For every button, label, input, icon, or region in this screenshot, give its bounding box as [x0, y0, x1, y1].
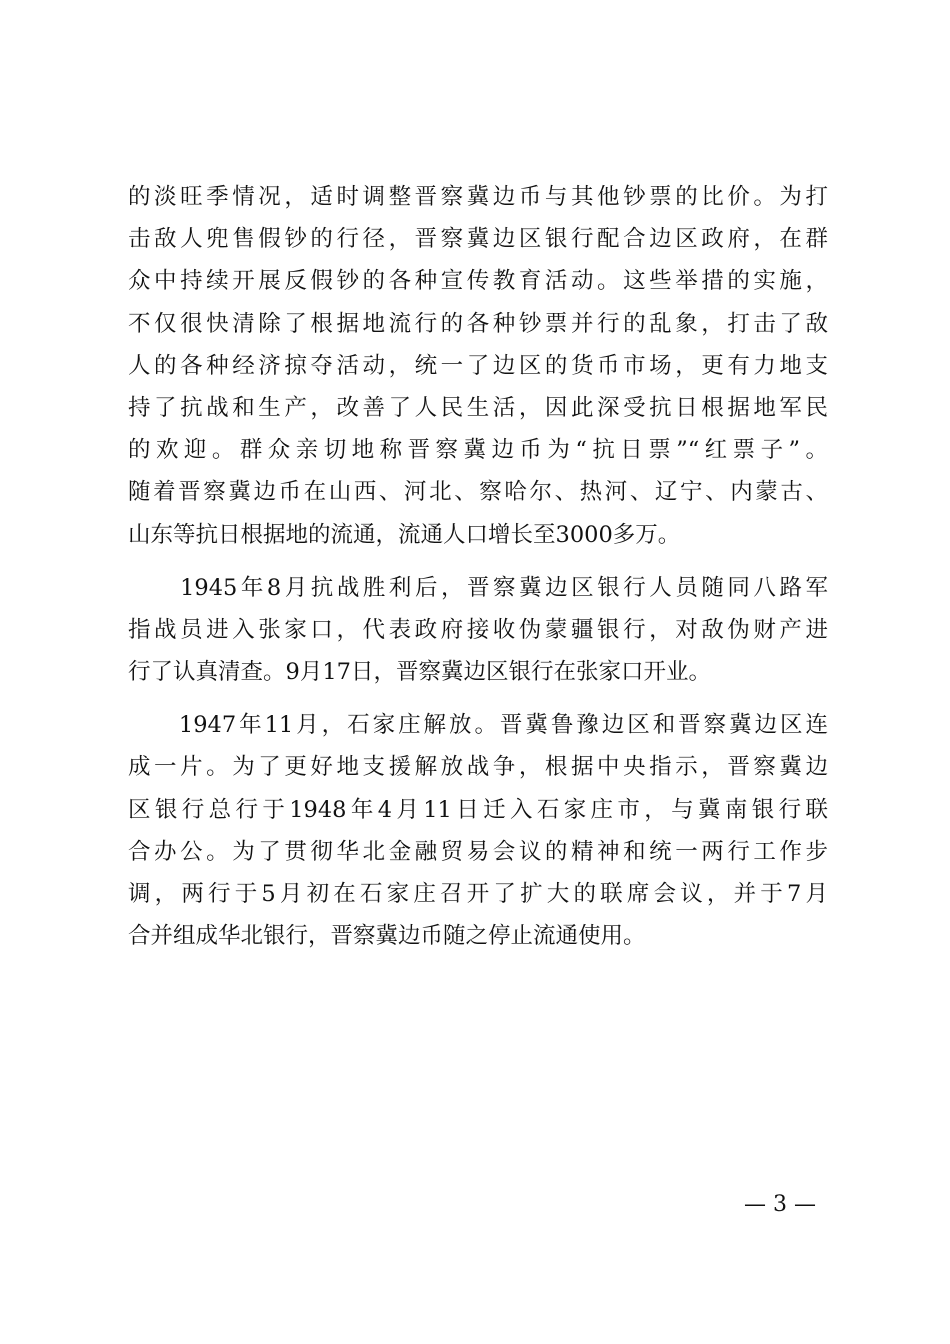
- paragraph-1: [128, 176, 828, 556]
- text-line: 合办公。为了贯彻华北金融贸易会议的精神和统一两行工作步: [128, 838, 828, 865]
- text-line: 1947年11月，石家庄解放。晋冀鲁豫边区和晋察冀边区连: [128, 712, 828, 739]
- text-line: 不仅很快清除了根据地流行的各种钞票并行的乱象，打击了敌: [128, 310, 828, 337]
- text-line: 成一片。为了更好地支援解放战争，根据中央指示，晋察冀边: [128, 754, 828, 781]
- text-line: 持了抗战和生产，改善了人民生活，因此深受抗日根据地军民: [128, 394, 828, 421]
- text-line: 人的各种经济掠夺活动，统一了边区的货币市场，更有力地支: [128, 352, 828, 379]
- text-line: 的淡旺季情况，适时调整晋察冀边币与其他钞票的比价。为打: [128, 184, 828, 210]
- text-line: 行了认真清查。9月17日，晋察冀边区银行在张家口开业。: [128, 659, 711, 686]
- text-line: 众中持续开展反假钞的各种宣传教育活动。这些举措的实施，: [128, 268, 828, 295]
- text-line: 合并组成华北银行，晋察冀边币随之停止流通使用。: [128, 923, 646, 950]
- paragraph-spacer: [128, 693, 828, 704]
- body-text: [128, 176, 828, 957]
- text-line: 的欢迎。群众亲切地称晋察冀边币为“抗日票”“红票子”。: [128, 437, 828, 464]
- paragraph-spacer: [128, 556, 828, 567]
- page-number: — 3 —: [744, 1192, 816, 1217]
- paragraph-3: [128, 704, 828, 957]
- text-line: 指战员进入张家口，代表政府接收伪蒙疆银行，对敌伪财产进: [128, 616, 828, 643]
- paragraph-2: [128, 567, 828, 694]
- text-line: 随着晋察冀边币在山西、河北、察哈尔、热河、辽宁、内蒙古、: [128, 479, 828, 506]
- text-line: 山东等抗日根据地的流通，流通人口增长至3000多万。: [128, 521, 681, 548]
- text-line: 调，两行于5月初在石家庄召开了扩大的联席会议，并于7月: [128, 881, 828, 907]
- text-line: 区银行总行于1948年4月11日迁入石家庄市，与冀南银行联: [128, 796, 828, 823]
- text-line: 1945年8月抗战胜利后，晋察冀边区银行人员随同八路军: [128, 574, 828, 601]
- text-line: 击敌人兜售假钞的行径，晋察冀边区银行配合边区政府，在群: [128, 226, 828, 253]
